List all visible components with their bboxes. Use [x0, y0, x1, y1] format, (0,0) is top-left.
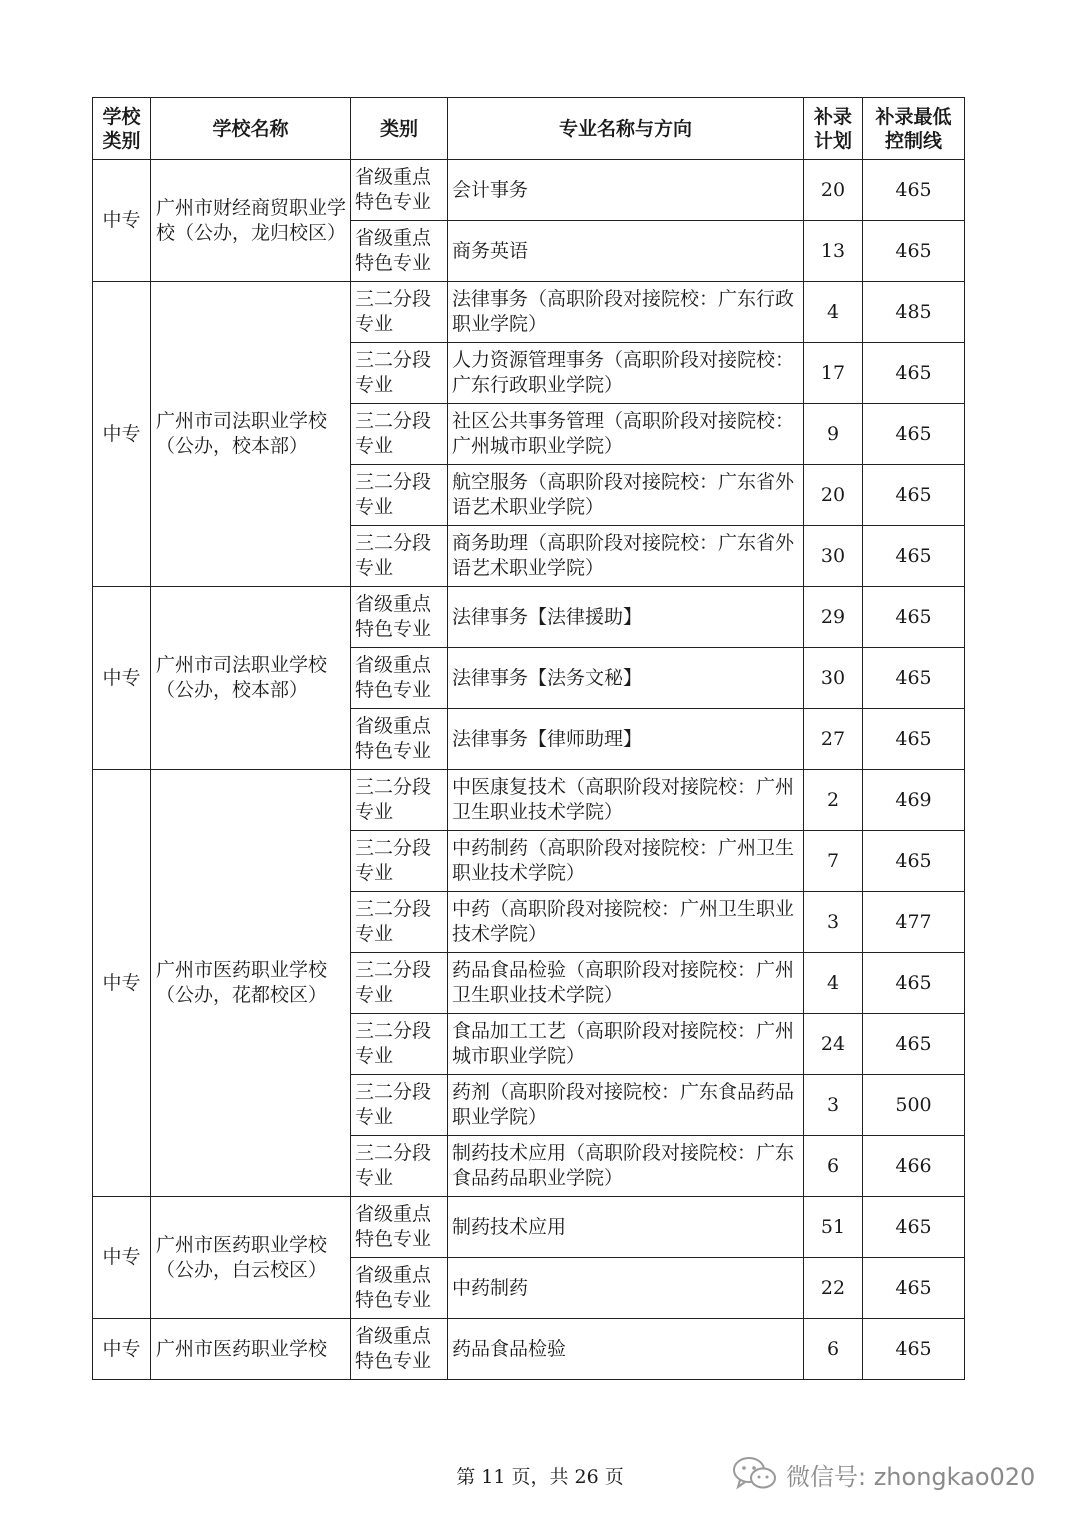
cell-major: 中药制药（高职阶段对接院校：广州卫生职业技术学院）: [448, 831, 804, 892]
cell-plan: 29: [804, 587, 863, 648]
table-header-row: [93, 98, 965, 160]
cell-min-score: 465: [863, 160, 965, 221]
cell-category: 省级重点特色专业: [351, 221, 448, 282]
cell-major: 商务助理（高职阶段对接院校：广东省外语艺术职业学院）: [448, 526, 804, 587]
cell-plan: 13: [804, 221, 863, 282]
header-school-name: 学校名称: [151, 98, 351, 160]
cell-plan: 4: [804, 953, 863, 1014]
page-number: 第 11 页，共 26 页: [456, 1466, 624, 1488]
cell-category: 三二分段专业: [351, 404, 448, 465]
cell-min-score: 465: [863, 343, 965, 404]
cell-category: 三二分段专业: [351, 953, 448, 1014]
wechat-watermark: [732, 1456, 1035, 1492]
cell-major: 中药制药: [448, 1258, 804, 1319]
cell-category: 省级重点特色专业: [351, 160, 448, 221]
cell-school-name: 广州市司法职业学校（公办，校本部）: [151, 282, 351, 587]
table-row: [93, 770, 965, 831]
header-school-type: 学校类别: [93, 98, 151, 160]
cell-category: 省级重点特色专业: [351, 587, 448, 648]
cell-school-type: 中专: [93, 587, 151, 770]
cell-category: 三二分段专业: [351, 1136, 448, 1197]
cell-category: 省级重点特色专业: [351, 1197, 448, 1258]
cell-major: 制药技术应用: [448, 1197, 804, 1258]
cell-min-score: 485: [863, 282, 965, 343]
cell-min-score: 477: [863, 892, 965, 953]
header-category: 类别: [351, 98, 448, 160]
cell-school-name: 广州市医药职业学校（公办，花都校区）: [151, 770, 351, 1197]
cell-plan: 3: [804, 892, 863, 953]
cell-plan: 6: [804, 1136, 863, 1197]
cell-plan: 20: [804, 160, 863, 221]
cell-plan: 3: [804, 1075, 863, 1136]
cell-min-score: 500: [863, 1075, 965, 1136]
cell-category: 三二分段专业: [351, 282, 448, 343]
cell-plan: 17: [804, 343, 863, 404]
cell-major: 药品食品检验（高职阶段对接院校：广州卫生职业技术学院）: [448, 953, 804, 1014]
watermark-text: 微信号: zhongkao020: [786, 1462, 1036, 1491]
cell-category: 省级重点特色专业: [351, 648, 448, 709]
cell-school-name: 广州市医药职业学校: [151, 1319, 351, 1380]
cell-major: 法律事务【法律援助】: [448, 587, 804, 648]
header-min-score: 补录最低控制线: [863, 98, 965, 160]
cell-min-score: 465: [863, 404, 965, 465]
cell-school-type: 中专: [93, 282, 151, 587]
table-row: [93, 1319, 965, 1380]
cell-min-score: 465: [863, 1014, 965, 1075]
cell-school-name: 广州市司法职业学校（公办，校本部）: [151, 587, 351, 770]
cell-school-type: 中专: [93, 770, 151, 1197]
cell-major: 中医康复技术（高职阶段对接院校：广州卫生职业技术学院）: [448, 770, 804, 831]
cell-school-type: 中专: [93, 1319, 151, 1380]
cell-school-type: 中专: [93, 1197, 151, 1319]
cell-min-score: 465: [863, 1319, 965, 1380]
table-row: [93, 1197, 965, 1258]
cell-min-score: 466: [863, 1136, 965, 1197]
cell-category: 三二分段专业: [351, 343, 448, 404]
cell-plan: 30: [804, 526, 863, 587]
cell-min-score: 465: [863, 648, 965, 709]
cell-category: 三二分段专业: [351, 526, 448, 587]
cell-category: 三二分段专业: [351, 770, 448, 831]
admission-table-wrapper: [92, 97, 966, 1421]
cell-plan: 22: [804, 1258, 863, 1319]
cell-category: 三二分段专业: [351, 465, 448, 526]
cell-min-score: 465: [863, 953, 965, 1014]
cell-min-score: 465: [863, 587, 965, 648]
cell-min-score: 465: [863, 221, 965, 282]
cell-min-score: 469: [863, 770, 965, 831]
header-plan: 补录计划: [804, 98, 863, 160]
cell-min-score: 465: [863, 709, 965, 770]
cell-category: 三二分段专业: [351, 1075, 448, 1136]
cell-major: 法律事务【律师助理】: [448, 709, 804, 770]
cell-plan: 2: [804, 770, 863, 831]
cell-major: 航空服务（高职阶段对接院校：广东省外语艺术职业学院）: [448, 465, 804, 526]
wechat-icon: [732, 1456, 778, 1492]
cell-major: 商务英语: [448, 221, 804, 282]
admission-table: [92, 97, 965, 1380]
table-row: [93, 587, 965, 648]
cell-major: 制药技术应用（高职阶段对接院校：广东食品药品职业学院）: [448, 1136, 804, 1197]
cell-major: 中药（高职阶段对接院校：广州卫生职业技术学院）: [448, 892, 804, 953]
cell-min-score: 465: [863, 526, 965, 587]
cell-plan: 24: [804, 1014, 863, 1075]
table-body: [93, 160, 965, 1380]
table-row: [93, 282, 965, 343]
cell-min-score: 465: [863, 1197, 965, 1258]
cell-major: 会计事务: [448, 160, 804, 221]
cell-min-score: 465: [863, 1258, 965, 1319]
cell-category: 三二分段专业: [351, 892, 448, 953]
cell-major: 人力资源管理事务（高职阶段对接院校：广东行政职业学院）: [448, 343, 804, 404]
cell-plan: 30: [804, 648, 863, 709]
cell-major: 药品食品检验: [448, 1319, 804, 1380]
cell-category: 三二分段专业: [351, 831, 448, 892]
cell-plan: 9: [804, 404, 863, 465]
cell-plan: 27: [804, 709, 863, 770]
cell-min-score: 465: [863, 831, 965, 892]
cell-category: 省级重点特色专业: [351, 709, 448, 770]
cell-major: 法律事务（高职阶段对接院校：广东行政职业学院）: [448, 282, 804, 343]
cell-category: 省级重点特色专业: [351, 1319, 448, 1380]
cell-school-type: 中专: [93, 160, 151, 282]
cell-major: 食品加工工艺（高职阶段对接院校：广州城市职业学院）: [448, 1014, 804, 1075]
cell-plan: 4: [804, 282, 863, 343]
cell-category: 省级重点特色专业: [351, 1258, 448, 1319]
cell-plan: 20: [804, 465, 863, 526]
cell-plan: 7: [804, 831, 863, 892]
cell-category: 三二分段专业: [351, 1014, 448, 1075]
table-row: [93, 160, 965, 221]
cell-major: 社区公共事务管理（高职阶段对接院校：广州城市职业学院）: [448, 404, 804, 465]
cell-plan: 51: [804, 1197, 863, 1258]
header-major: 专业名称与方向: [448, 98, 804, 160]
cell-plan: 6: [804, 1319, 863, 1380]
cell-major: 药剂（高职阶段对接院校：广东食品药品职业学院）: [448, 1075, 804, 1136]
cell-school-name: 广州市财经商贸职业学校（公办，龙归校区）: [151, 160, 351, 282]
cell-school-name: 广州市医药职业学校（公办，白云校区）: [151, 1197, 351, 1319]
cell-major: 法律事务【法务文秘】: [448, 648, 804, 709]
cell-min-score: 465: [863, 465, 965, 526]
